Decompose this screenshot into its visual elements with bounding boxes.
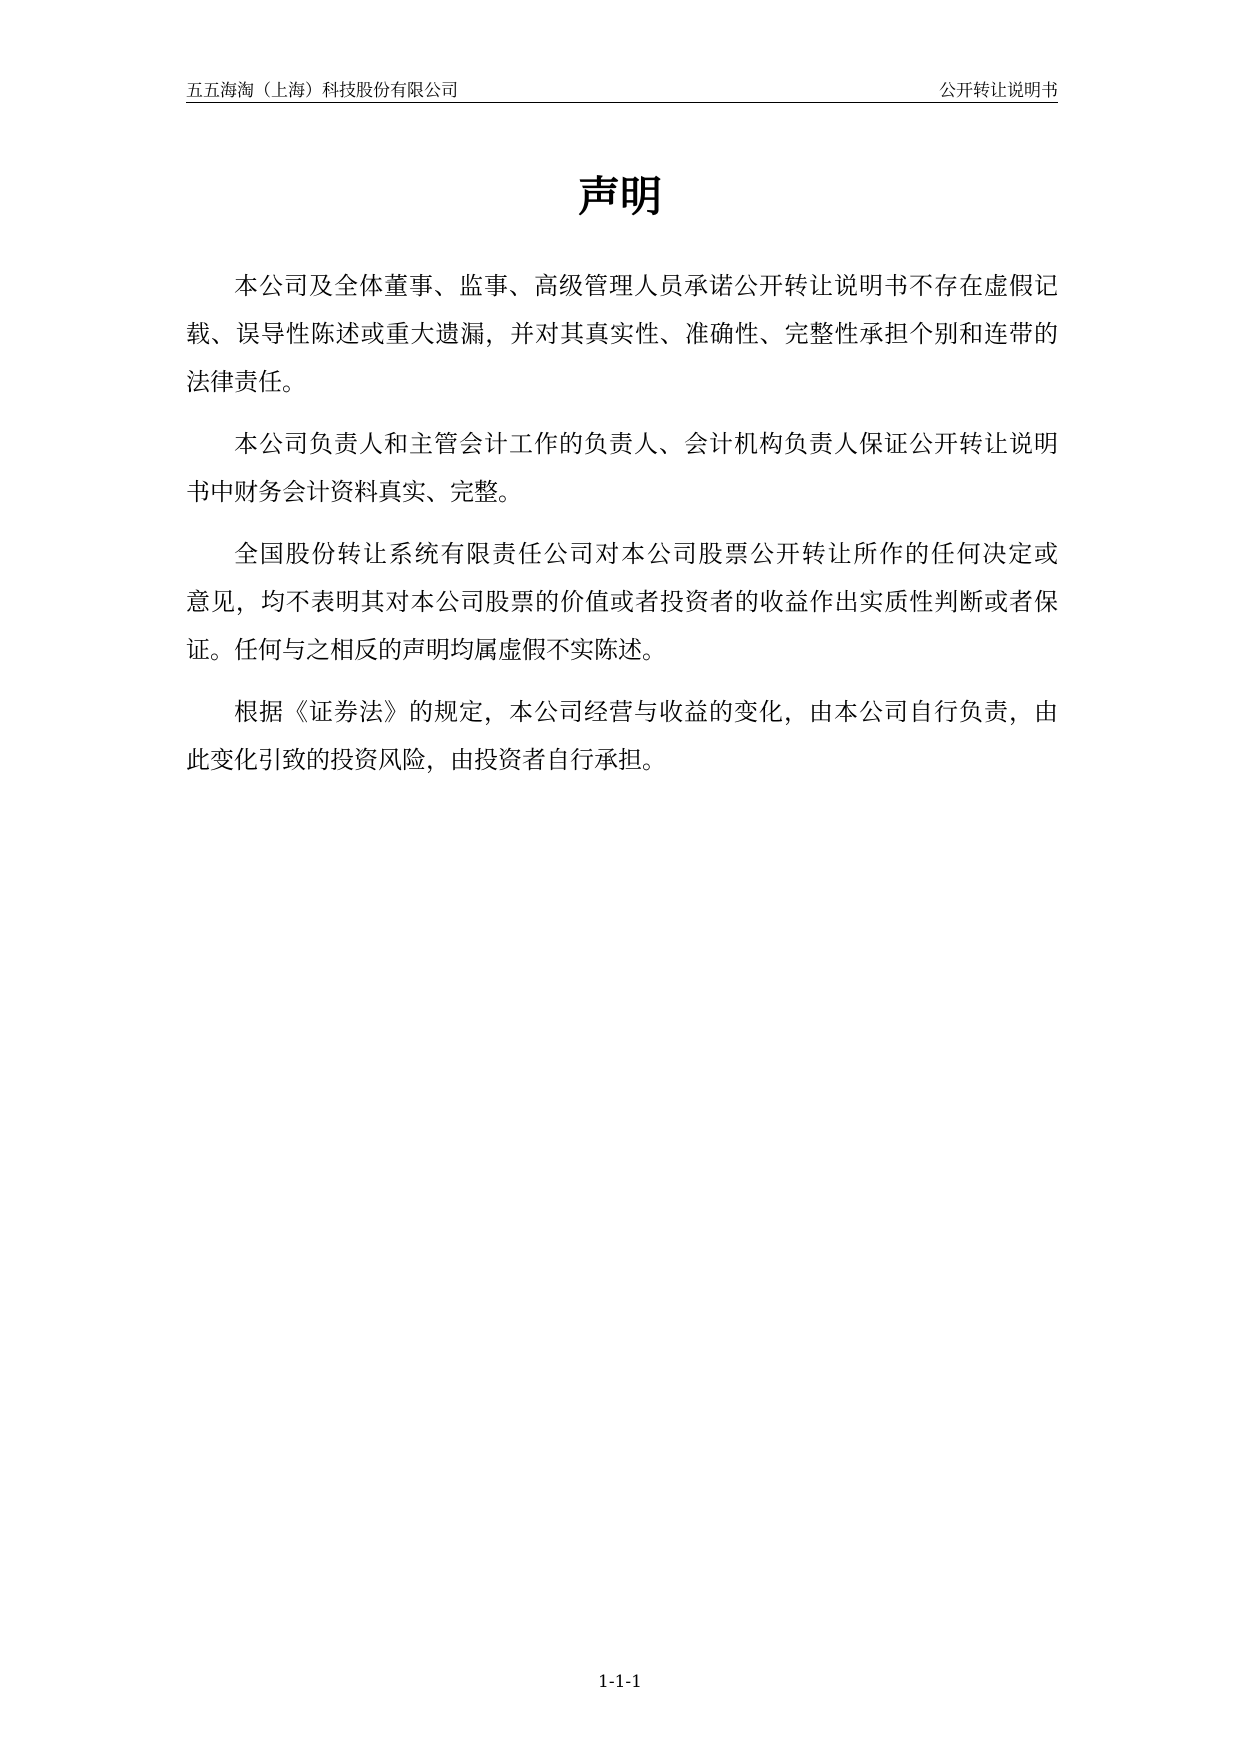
page-header bbox=[186, 72, 1058, 103]
page-number: 1-1-1 bbox=[598, 1672, 642, 1692]
header-company-name: 五五海淘（上海）科技股份有限公司 bbox=[186, 81, 458, 101]
paragraph-line: 本公司及全体董事、监事、高级管理人员承诺公开转让说明书不存在虚假记 bbox=[234, 272, 1058, 300]
paragraph-line: 此变化引致的投资风险，由投资者自行承担。 bbox=[186, 746, 666, 774]
paragraph-line: 证。任何与之相反的声明均属虚假不实陈述。 bbox=[186, 636, 666, 664]
paragraph-line: 本公司负责人和主管会计工作的负责人、会计机构负责人保证公开转让说明 bbox=[234, 430, 1058, 458]
paragraph-line: 法律责任。 bbox=[186, 368, 306, 396]
declaration-body bbox=[186, 262, 1058, 798]
header-document-type: 公开转让说明书 bbox=[939, 81, 1058, 101]
page-title: 声明 bbox=[577, 172, 662, 221]
paragraph-line: 根据《证券法》的规定，本公司经营与收益的变化，由本公司自行负责，由 bbox=[234, 698, 1058, 726]
paragraph bbox=[186, 530, 1058, 674]
paragraph bbox=[186, 262, 1058, 406]
paragraph bbox=[186, 420, 1058, 516]
paragraph-line: 全国股份转让系统有限责任公司对本公司股票公开转让所作的任何决定或 bbox=[234, 540, 1058, 568]
paragraph-line: 载、误导性陈述或重大遗漏，并对其真实性、准确性、完整性承担个别和连带的 bbox=[186, 320, 1058, 348]
paragraph bbox=[186, 688, 1058, 784]
paragraph-line: 书中财务会计资料真实、完整。 bbox=[186, 478, 522, 506]
paragraph-line: 意见，均不表明其对本公司股票的价值或者投资者的收益作出实质性判断或者保 bbox=[186, 588, 1058, 616]
